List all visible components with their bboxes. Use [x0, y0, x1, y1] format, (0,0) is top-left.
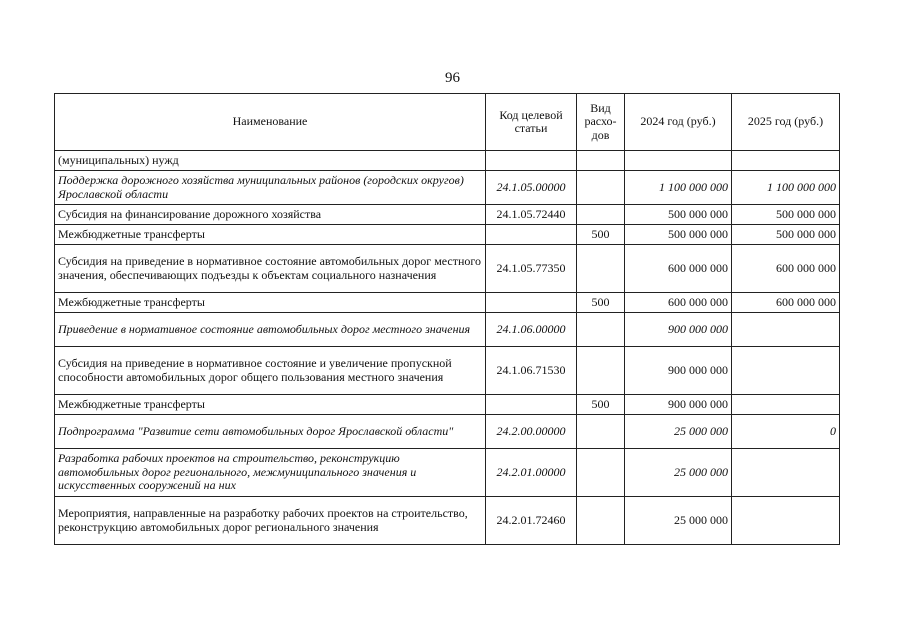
cell-code — [486, 395, 577, 415]
cell-expense-type — [577, 313, 625, 347]
cell-code: 24.2.01.72460 — [486, 497, 577, 545]
cell-year-2024: 900 000 000 — [625, 313, 732, 347]
cell-year-2025: 500 000 000 — [732, 225, 840, 245]
cell-year-2025: 600 000 000 — [732, 293, 840, 313]
cell-year-2025: 500 000 000 — [732, 205, 840, 225]
cell-year-2024: 600 000 000 — [625, 293, 732, 313]
cell-expense-type — [577, 347, 625, 395]
table-row — [55, 497, 840, 545]
cell-name: (муниципальных) нужд — [55, 151, 486, 171]
cell-expense-type: 500 — [577, 293, 625, 313]
table-row — [55, 415, 840, 449]
cell-year-2024: 600 000 000 — [625, 245, 732, 293]
cell-year-2024: 1 100 000 000 — [625, 171, 732, 205]
header-code: Код целевой статьи — [486, 94, 577, 151]
cell-expense-type — [577, 151, 625, 171]
cell-year-2025 — [732, 449, 840, 497]
cell-year-2024: 500 000 000 — [625, 225, 732, 245]
budget-table — [54, 93, 840, 545]
cell-year-2025 — [732, 497, 840, 545]
cell-name: Субсидия на приведение в нормативное состояние автомобильных дорог местного значения, обеспечивающих подъезды к объектам социального назначения — [55, 245, 486, 293]
cell-name: Субсидия на финансирование дорожного хозяйства — [55, 205, 486, 225]
table-row — [55, 225, 840, 245]
cell-year-2024: 25 000 000 — [625, 449, 732, 497]
table-body — [55, 151, 840, 545]
cell-code: 24.1.05.00000 — [486, 171, 577, 205]
cell-year-2025 — [732, 395, 840, 415]
cell-code: 24.1.05.77350 — [486, 245, 577, 293]
cell-year-2024: 900 000 000 — [625, 395, 732, 415]
cell-code — [486, 151, 577, 171]
cell-year-2024 — [625, 151, 732, 171]
cell-name: Мероприятия, направленные на разработку рабочих проектов на строительство, реконструкцию автомобильных дорог регионального значения — [55, 497, 486, 545]
cell-year-2025: 0 — [732, 415, 840, 449]
cell-expense-type: 500 — [577, 225, 625, 245]
cell-name: Межбюджетные трансферты — [55, 293, 486, 313]
cell-expense-type — [577, 497, 625, 545]
cell-code: 24.1.06.00000 — [486, 313, 577, 347]
cell-name: Межбюджетные трансферты — [55, 225, 486, 245]
cell-name: Разработка рабочих проектов на строительство, реконструкцию автомобильных дорог регионального, межмуниципального значения и искусственных сооружений на них — [55, 449, 486, 497]
table-row — [55, 151, 840, 171]
cell-name: Приведение в нормативное состояние автомобильных дорог местного значения — [55, 313, 486, 347]
table-row — [55, 171, 840, 205]
cell-code — [486, 225, 577, 245]
cell-year-2025 — [732, 151, 840, 171]
table-row — [55, 449, 840, 497]
cell-expense-type — [577, 449, 625, 497]
cell-code: 24.2.01.00000 — [486, 449, 577, 497]
table-row — [55, 205, 840, 225]
cell-code — [486, 293, 577, 313]
cell-year-2024: 25 000 000 — [625, 497, 732, 545]
cell-expense-type — [577, 245, 625, 293]
cell-name: Поддержка дорожного хозяйства муниципальных районов (городских округов) Ярославской области — [55, 171, 486, 205]
cell-expense-type — [577, 205, 625, 225]
header-year-2025: 2025 год (руб.) — [732, 94, 840, 151]
table-row — [55, 245, 840, 293]
table-row — [55, 395, 840, 415]
table-header-row — [55, 94, 840, 151]
cell-expense-type: 500 — [577, 395, 625, 415]
cell-year-2025 — [732, 313, 840, 347]
header-expense-type: Вид расхо-дов — [577, 94, 625, 151]
cell-year-2024: 500 000 000 — [625, 205, 732, 225]
cell-year-2025 — [732, 347, 840, 395]
header-year-2024: 2024 год (руб.) — [625, 94, 732, 151]
cell-year-2025: 1 100 000 000 — [732, 171, 840, 205]
page-number: 96 — [445, 70, 460, 86]
cell-year-2024: 900 000 000 — [625, 347, 732, 395]
cell-code: 24.1.06.71530 — [486, 347, 577, 395]
cell-name: Субсидия на приведение в нормативное состояние и увеличение пропускной способности автомобильных дорог общего пользования местного значения — [55, 347, 486, 395]
cell-year-2025: 600 000 000 — [732, 245, 840, 293]
cell-name: Межбюджетные трансферты — [55, 395, 486, 415]
cell-name: Подпрограмма "Развитие сети автомобильных дорог Ярославской области" — [55, 415, 486, 449]
table-row — [55, 313, 840, 347]
header-name: Наименование — [55, 94, 486, 151]
cell-year-2024: 25 000 000 — [625, 415, 732, 449]
cell-code: 24.2.00.00000 — [486, 415, 577, 449]
cell-expense-type — [577, 171, 625, 205]
table-row — [55, 347, 840, 395]
cell-code: 24.1.05.72440 — [486, 205, 577, 225]
table-row — [55, 293, 840, 313]
cell-expense-type — [577, 415, 625, 449]
